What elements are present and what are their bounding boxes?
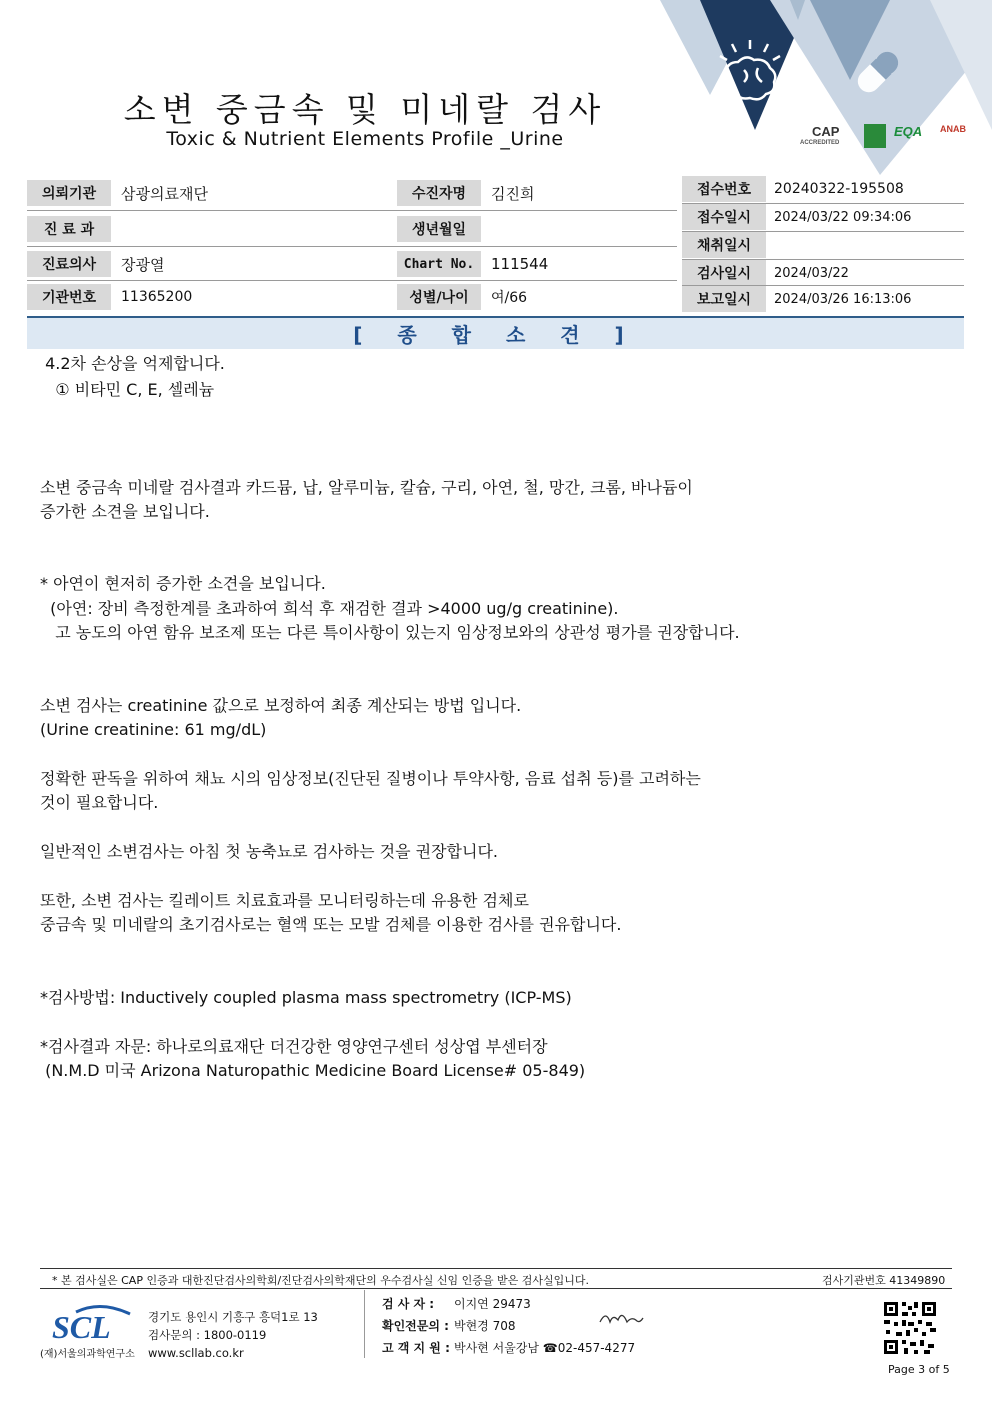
dept-label: 진 료 과 [27,216,111,242]
collect-date-label: 채취일시 [682,232,766,258]
summary-heading: [ 종 합 소 견 ] [27,316,964,349]
inquiry: 검사문의 : 1800-0119 [148,1328,267,1342]
support-value: 박사현 서울강남 ☎02-457-4277 [454,1341,636,1355]
tester-label: 검 사 자 : [382,1297,435,1311]
lab-number: 검사기관번호 41349890 [822,1274,946,1287]
org-name: (재)서울의과학연구소 [40,1349,135,1360]
chart-value: 111544 [491,255,549,273]
scl-logo-text: SCL [52,1309,111,1344]
test-date-value: 2024/03/22 [774,265,849,281]
summary-line: 증가한 소견을 보입니다. [40,502,210,521]
row-divider [682,231,964,232]
receipt-no-value: 20240322-195508 [774,181,904,197]
anab-logo: ANAB [940,124,966,134]
collect-date-value [768,232,964,258]
report-subtitle: Toxic & Nutrient Elements Profile _Urine [166,128,564,150]
summary-line: (Urine creatinine: 61 mg/dL) [40,720,267,739]
row-divider [682,285,964,286]
confirm-label: 확인전문의 : [382,1319,449,1333]
test-date-label: 검사일시 [682,260,766,286]
summary-line: 것이 필요합니다. [40,793,159,812]
report-title: 소변 중금속 및 미네랄 검사 [123,90,607,129]
summary-line: (N.M.D 미국 Arizona Naturopathic Medicine Board License# 05-849) [40,1061,586,1080]
cap-logo: CAP [812,124,840,139]
summary-line: (아연: 장비 측정한계를 초과하여 희석 후 재검한 결과 >4000 ug/g creatinine). [40,599,619,618]
confirm-value: 박현경 708 [454,1319,516,1333]
summary-line: ① 비타민 C, E, 셀레늄 [40,380,215,399]
summary-line: 정확한 판독을 위하여 채뇨 시의 임상정보(진단된 질병이나 투약사항, 음료 섭취 등)를 고려하는 [40,769,701,788]
scl-logo [46,1304,132,1344]
summary-line: 중금속 및 미네랄의 초기검사로는 혈액 또는 모발 검체를 이용한 검사를 권유합니다. [40,915,622,934]
summary-line: * 아연이 현저히 증가한 소견을 보입니다. [40,574,326,593]
footer-divider [40,1268,952,1269]
cap-sub: ACCREDITED [800,140,840,146]
receipt-date-label: 접수일시 [682,204,766,230]
accreditation-logos [798,120,973,156]
signature-icon [596,1308,646,1328]
summary-line: 4.2차 손상을 억제합니다. [40,354,225,373]
report-date-label: 보고일시 [682,286,766,312]
patient-label: 수진자명 [397,180,481,206]
sexage-label: 성별/나이 [397,284,481,310]
qr-code-icon [882,1300,938,1356]
row-divider [682,259,964,260]
support-label: 고 객 지 원 : [382,1341,450,1355]
summary-line: 소변 검사는 creatinine 값으로 보정하여 최종 계산되는 방법 입니다. [40,696,522,715]
summary-line: 또한, 소변 검사는 킬레이트 치료효과를 모니터링하는데 유용한 검체로 [40,891,529,910]
summary-line: *검사결과 자문: 하나로의료재단 더건강한 영양연구센터 성상엽 부센터장 [40,1037,548,1056]
tester-value: 이지연 29473 [454,1297,531,1311]
accreditation-note: * 본 검사실은 CAP 인증과 대한진단검사의학회/진단검사의학재단의 우수검사실 신임 인증을 받은 검사실입니다. [52,1274,590,1287]
address: 경기도 용인시 기흥구 흥덕1로 13 [148,1310,318,1324]
birth-value [485,216,681,242]
summary-line: *검사방법: Inductively coupled plasma mass spectrometry (ICP-MS) [40,988,572,1007]
footer-divider [40,1288,952,1289]
receipt-no-label: 접수번호 [682,176,766,202]
institution-label: 의뢰기관 [27,180,111,206]
chart-label: Chart No. [397,251,481,277]
doctor-value: 장광열 [121,255,165,274]
row-divider [682,203,964,204]
inst-no-value: 11365200 [121,289,193,305]
doctor-label: 진료의사 [27,251,111,277]
birth-label: 생년월일 [397,216,481,242]
summary-line: 일반적인 소변검사는 아침 첫 농축뇨로 검사하는 것을 권장합니다. [40,842,499,861]
page-number: Page 3 of 5 [888,1363,950,1376]
sexage-value: 여/66 [491,290,528,306]
lm-logo [864,124,886,148]
summary-line: 소변 중금속 미네랄 검사결과 카드뮴, 납, 알루미늄, 칼슘, 구리, 아연, 철, 망간, 크롬, 바나듐이 [40,478,693,497]
report-date-value: 2024/03/26 16:13:06 [774,291,912,307]
website-link[interactable]: www.scllab.co.kr [148,1346,244,1360]
row-divider [27,280,677,281]
row-divider [27,210,677,211]
eqa-logo: EQA [894,124,923,139]
summary-line: 고 농도의 아연 함유 보조제 또는 다른 특이사항이 있는지 임상정보와의 상관성 평가를 권장합니다. [40,623,740,642]
row-divider [27,246,677,247]
lab-address-block [148,1308,318,1362]
institution-value: 삼광의료재단 [121,184,208,203]
dept-value [115,216,401,242]
patient-value: 김진희 [491,184,535,203]
receipt-date-value: 2024/03/22 09:34:06 [774,209,912,225]
footer-vdivider [364,1290,365,1358]
inst-no-label: 기관번호 [27,284,111,310]
